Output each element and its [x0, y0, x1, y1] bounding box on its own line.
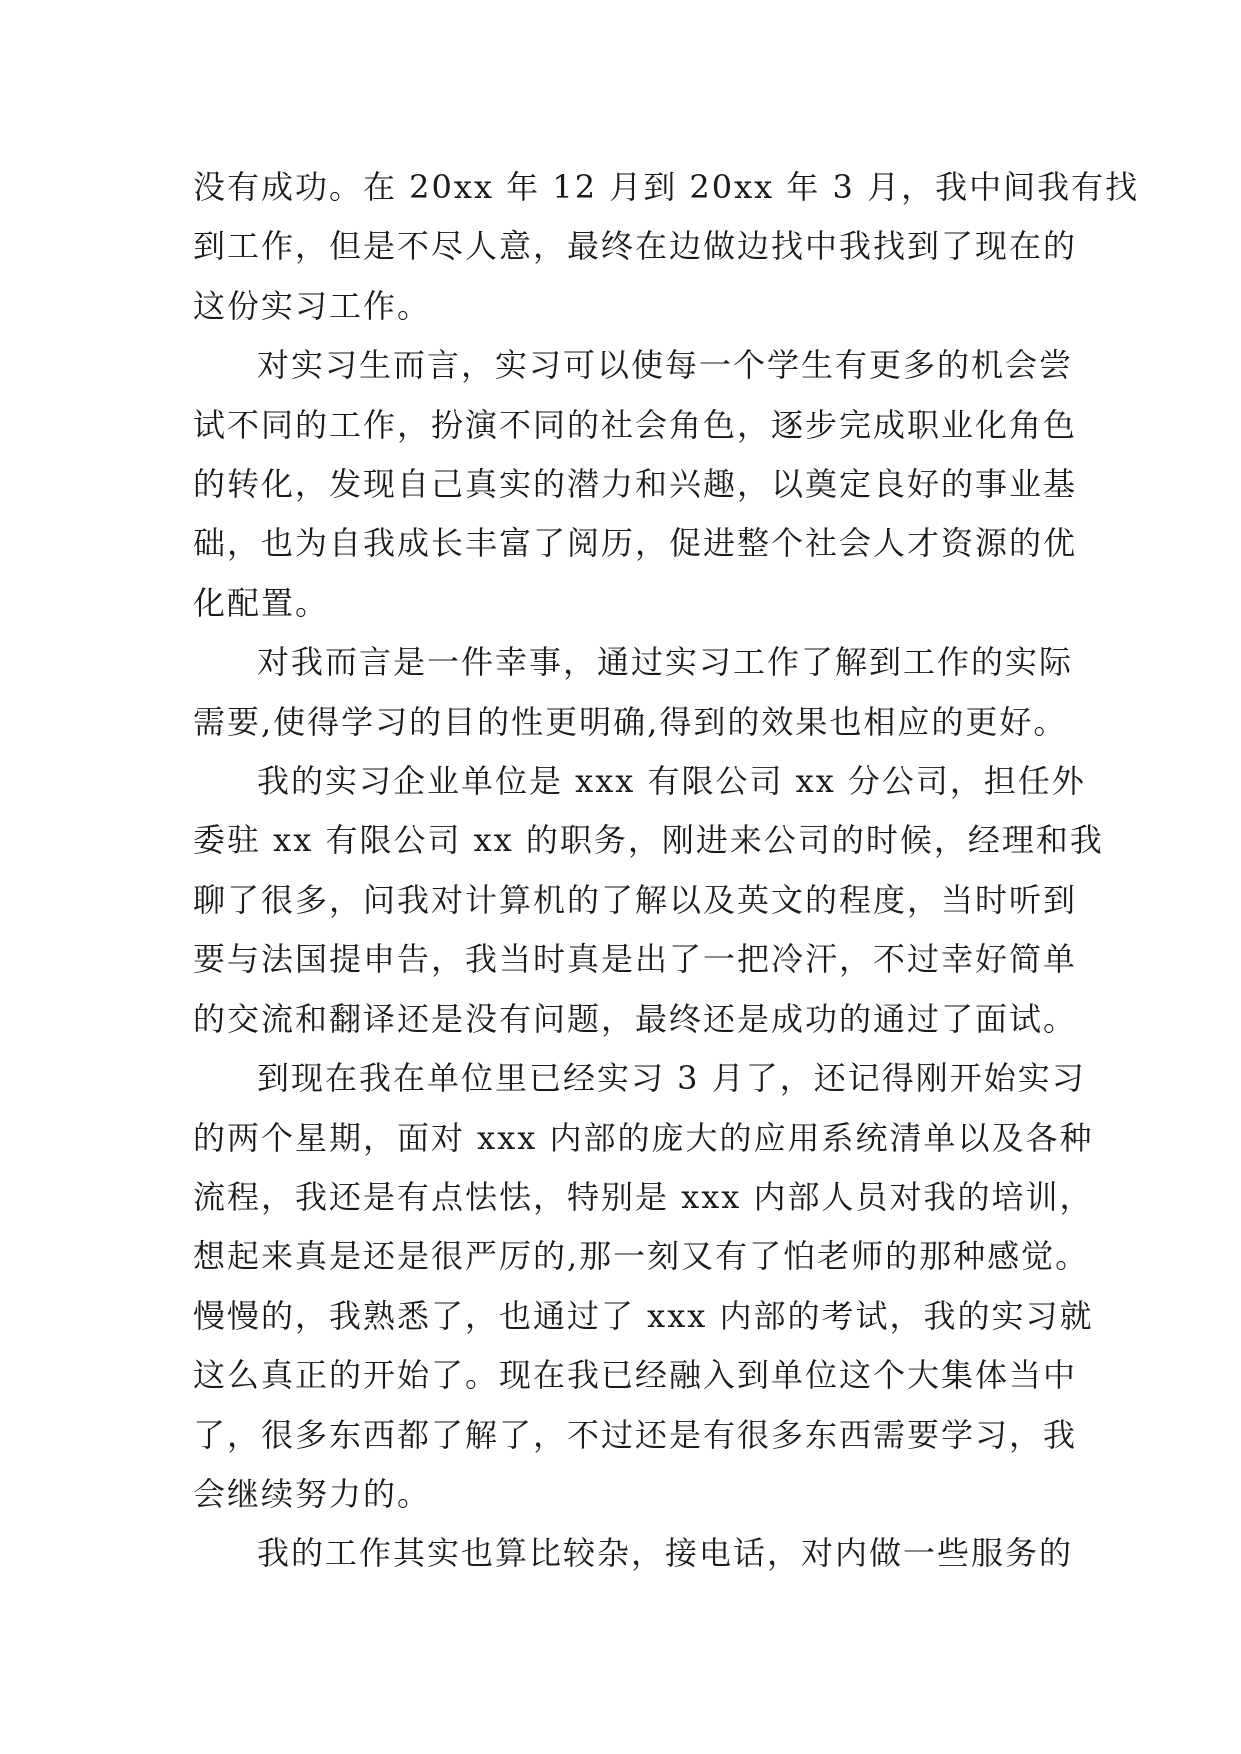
text-line: 的转化，发现自己真实的潜力和兴趣，以奠定良好的事业基 — [193, 465, 1078, 504]
text-line: 的两个星期，面对 xxx 内部的庞大的应用系统清单以及各种 — [193, 1118, 1094, 1157]
text-line: 会继续努力的。 — [193, 1474, 432, 1513]
text-line: 的交流和翻译还是没有问题，最终还是成功的通过了面试。 — [193, 999, 1078, 1038]
paragraph-2 — [193, 336, 1078, 633]
text-line: 我的工作其实也算比较杂，接电话，对内做一些服务的 — [257, 1534, 1074, 1573]
text-line: 对实习生而言，实习可以使每一个学生有更多的机会尝 — [257, 346, 1074, 385]
paragraph-5 — [193, 1049, 1094, 1524]
paragraph-4 — [193, 752, 1104, 1049]
text-line: 到现在我在单位里已经实习 3 月了，还记得刚开始实习 — [257, 1059, 1086, 1098]
text-line: 要与法国提申告，我当时真是出了一把冷汗，不过幸好简单 — [193, 940, 1078, 979]
text-line: 了，很多东西都了解了，不过还是有很多东西需要学习，我 — [193, 1415, 1078, 1454]
text-line: 础，也为自我成长丰富了阅历，促进整个社会人才资源的优 — [193, 524, 1078, 563]
text-line: 流程，我还是有点怯怯，特别是 xxx 内部人员对我的培训， — [193, 1177, 1094, 1216]
document-body — [193, 158, 1140, 1584]
text-line: 慢慢的，我熟悉了，也通过了 xxx 内部的考试，我的实习就 — [193, 1296, 1094, 1335]
text-line: 我的实习企业单位是 xxx 有限公司 xx 分公司，担任外 — [257, 762, 1086, 801]
paragraph-1 — [193, 158, 1140, 336]
text-line: 想起来真是还是很严厉的,那一刻又有了怕老师的那种感觉。 — [193, 1237, 1090, 1276]
text-line: 需要,使得学习的目的性更明确,得到的效果也相应的更好。 — [193, 702, 1068, 741]
text-line: 到工作，但是不尽人意，最终在边做边找中我找到了现在的 — [193, 227, 1078, 266]
paragraph-6 — [193, 1524, 1073, 1583]
text-line: 这份实习工作。 — [193, 286, 432, 325]
text-line: 对我而言是一件幸事，通过实习工作了解到工作的实际 — [257, 643, 1074, 682]
text-line: 化配置。 — [193, 583, 330, 622]
text-line: 聊了很多，问我对计算机的了解以及英文的程度，当时听到 — [193, 880, 1078, 919]
paragraph-3 — [193, 633, 1073, 752]
text-line: 委驻 xx 有限公司 xx 的职务，刚进来公司的时候，经理和我 — [193, 821, 1104, 860]
text-line: 没有成功。在 20xx 年 12 月到 20xx 年 3 月，我中间我有找 — [193, 168, 1140, 206]
text-line: 这么真正的开始了。现在我已经融入到单位这个大集体当中 — [193, 1356, 1078, 1395]
text-line: 试不同的工作，扮演不同的社会角色，逐步完成职业化角色 — [193, 405, 1078, 444]
